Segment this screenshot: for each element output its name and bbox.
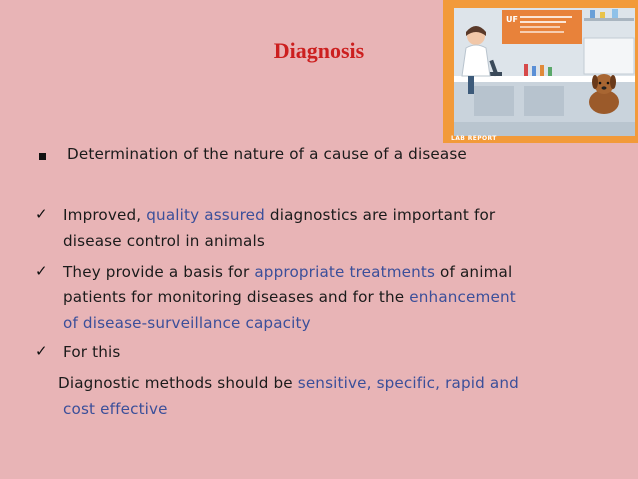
lab-report-illustration [443,0,638,143]
highlighted-text: enhancement [409,288,516,306]
highlighted-text: of disease-surveillance capacity [63,314,311,332]
illustration-scene [454,8,635,136]
bullet-line [63,206,495,224]
bullet-line [63,400,168,418]
highlighted-text: sensitive, specific, rapid and [297,374,519,392]
body-text: patients for monitoring diseases and for the [63,288,410,306]
bullet-line [63,343,120,361]
checkmark-bullet-icon: ✓ [35,342,48,360]
highlighted-text: quality assured [146,206,265,224]
slide-title: Diagnosis [273,38,365,63]
body-text: Improved, [63,206,147,224]
body-text: Determination of the nature of a cause of a disease [67,145,467,163]
bullet-line [63,314,311,332]
body-text: of animal [435,263,513,281]
highlighted-text: cost effective [63,400,168,418]
body-text: Diagnostic methods should be [58,374,298,392]
bullet-line [67,145,467,163]
checkmark-bullet-icon: ✓ [35,205,48,223]
bullet-line [63,288,516,306]
square-bullet-icon [39,153,46,160]
bullet-line [63,232,265,250]
body-text: disease control in animals [63,232,265,250]
lab-scene-icon [454,8,635,136]
highlighted-text: appropriate treatments [254,263,436,281]
checkmark-bullet-icon: ✓ [35,262,48,280]
body-text: diagnostics are important for [264,206,496,224]
bullet-line [63,263,512,281]
lab-report-label: LAB REPORT [451,135,497,142]
body-text: They provide a basis for [63,263,255,281]
logo-mark: UF [506,15,518,24]
bullet-line [58,374,519,392]
body-text: For this [63,343,121,361]
